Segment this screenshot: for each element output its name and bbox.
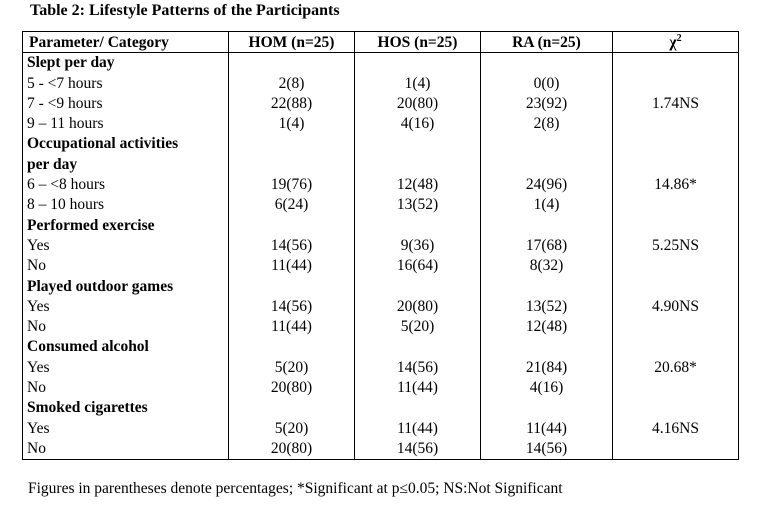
- category-row: [23, 134, 739, 154]
- cell-hom: [229, 337, 355, 357]
- row-label: 9 – 11 hours: [23, 114, 229, 134]
- table-row: [23, 317, 739, 337]
- cell-chi-square: [613, 439, 739, 460]
- header-hos: HOS (n=25): [355, 32, 481, 53]
- cell-ra: [481, 276, 613, 296]
- table-row: [23, 439, 739, 460]
- cell-hom: [229, 53, 355, 74]
- category-label: Slept per day: [23, 53, 229, 74]
- row-label: No: [23, 256, 229, 276]
- cell-hom: 14(56): [229, 297, 355, 317]
- cell-chi-square: [613, 378, 739, 398]
- header-ra: RA (n=25): [481, 32, 613, 53]
- cell-hos: 4(16): [355, 114, 481, 134]
- row-label: 8 – 10 hours: [23, 195, 229, 215]
- cell-ra: 13(52): [481, 297, 613, 317]
- row-label: Yes: [23, 357, 229, 377]
- table-row: [23, 114, 739, 134]
- cell-hom: 5(20): [229, 357, 355, 377]
- table-caption: Table 2: Lifestyle Patterns of the Participants: [30, 2, 340, 19]
- cell-hom: 14(56): [229, 236, 355, 256]
- row-label: 7 - <9 hours: [23, 94, 229, 114]
- category-label: Performed exercise: [23, 215, 229, 235]
- category-label: Occupational activities: [23, 134, 229, 154]
- cell-hom: [229, 398, 355, 418]
- cell-hos: [355, 398, 481, 418]
- cell-hos: [355, 276, 481, 296]
- row-label: Yes: [23, 236, 229, 256]
- cell-ra: 23(92): [481, 94, 613, 114]
- cell-chi-square: [613, 337, 739, 357]
- cell-ra: 21(84): [481, 357, 613, 377]
- cell-chi-square: [613, 398, 739, 418]
- cell-hom: 20(80): [229, 439, 355, 460]
- cell-hos: 1(4): [355, 73, 481, 93]
- cell-ra: 17(68): [481, 236, 613, 256]
- cell-chi-square: 1.74NS: [613, 94, 739, 114]
- header-chi-square: [613, 32, 739, 53]
- cell-hos: 11(44): [355, 418, 481, 438]
- cell-hom: 22(88): [229, 94, 355, 114]
- table-body: [23, 53, 739, 460]
- cell-chi-square: 14.86*: [613, 175, 739, 195]
- cell-ra: 4(16): [481, 378, 613, 398]
- table-row: [23, 236, 739, 256]
- table-row: [23, 418, 739, 438]
- cell-ra: 8(32): [481, 256, 613, 276]
- table-row: [23, 297, 739, 317]
- cell-chi-square: [613, 195, 739, 215]
- cell-chi-square: [613, 154, 739, 174]
- chi-superscript: 2: [676, 32, 682, 44]
- cell-hos: 13(52): [355, 195, 481, 215]
- table-row: [23, 378, 739, 398]
- cell-hos: 11(44): [355, 378, 481, 398]
- cell-ra: 12(48): [481, 317, 613, 337]
- row-label: 5 - <7 hours: [23, 73, 229, 93]
- cell-hom: 5(20): [229, 418, 355, 438]
- cell-hom: 20(80): [229, 378, 355, 398]
- cell-hos: 5(20): [355, 317, 481, 337]
- cell-hos: [355, 154, 481, 174]
- cell-chi-square: [613, 73, 739, 93]
- cell-hos: 20(80): [355, 94, 481, 114]
- cell-chi-square: 20.68*: [613, 357, 739, 377]
- table-row: [23, 357, 739, 377]
- cell-hos: [355, 134, 481, 154]
- cell-chi-square: [613, 53, 739, 74]
- category-row: [23, 53, 739, 74]
- cell-hom: 11(44): [229, 256, 355, 276]
- row-label: 6 – <8 hours: [23, 175, 229, 195]
- cell-ra: [481, 398, 613, 418]
- cell-hom: [229, 154, 355, 174]
- table-row: [23, 256, 739, 276]
- cell-hom: 6(24): [229, 195, 355, 215]
- header-parameter: Parameter/ Category: [23, 32, 229, 53]
- cell-ra: [481, 134, 613, 154]
- cell-chi-square: [613, 114, 739, 134]
- cell-ra: 1(4): [481, 195, 613, 215]
- cell-chi-square: [613, 276, 739, 296]
- table-row: [23, 94, 739, 114]
- chi-symbol: χ: [669, 34, 677, 51]
- cell-hos: 20(80): [355, 297, 481, 317]
- cell-hos: 9(36): [355, 236, 481, 256]
- category-row: [23, 337, 739, 357]
- cell-chi-square: [613, 134, 739, 154]
- cell-chi-square: [613, 215, 739, 235]
- cell-chi-square: 4.90NS: [613, 297, 739, 317]
- cell-hos: 14(56): [355, 357, 481, 377]
- cell-hos: [355, 337, 481, 357]
- cell-ra: [481, 154, 613, 174]
- row-label: No: [23, 378, 229, 398]
- cell-hom: 19(76): [229, 175, 355, 195]
- cell-hos: 12(48): [355, 175, 481, 195]
- category-label: Consumed alcohol: [23, 337, 229, 357]
- category-label: per day: [23, 154, 229, 174]
- cell-ra: [481, 53, 613, 74]
- cell-chi-square: [613, 317, 739, 337]
- cell-ra: 2(8): [481, 114, 613, 134]
- cell-ra: 0(0): [481, 73, 613, 93]
- cell-chi-square: 4.16NS: [613, 418, 739, 438]
- category-row: [23, 215, 739, 235]
- row-label: No: [23, 439, 229, 460]
- table-row: [23, 175, 739, 195]
- row-label: Yes: [23, 418, 229, 438]
- table-row: [23, 73, 739, 93]
- lifestyle-table: [22, 31, 739, 460]
- cell-ra: [481, 337, 613, 357]
- row-label: No: [23, 317, 229, 337]
- cell-ra: [481, 215, 613, 235]
- cell-hom: 11(44): [229, 317, 355, 337]
- table-footnote: Figures in parentheses denote percentages; *Significant at p≤0.05; NS:Not Significant: [28, 480, 563, 497]
- table-row: [23, 195, 739, 215]
- cell-hom: [229, 134, 355, 154]
- cell-hos: 14(56): [355, 439, 481, 460]
- cell-ra: 11(44): [481, 418, 613, 438]
- cell-hom: 2(8): [229, 73, 355, 93]
- row-label: Yes: [23, 297, 229, 317]
- header-row: [23, 32, 739, 53]
- category-label: Smoked cigarettes: [23, 398, 229, 418]
- cell-hos: [355, 53, 481, 74]
- category-label: Played outdoor games: [23, 276, 229, 296]
- category-row: [23, 398, 739, 418]
- header-hom: HOM (n=25): [229, 32, 355, 53]
- cell-hos: 16(64): [355, 256, 481, 276]
- category-row: [23, 154, 739, 174]
- cell-chi-square: [613, 256, 739, 276]
- cell-hom: 1(4): [229, 114, 355, 134]
- category-row: [23, 276, 739, 296]
- cell-chi-square: 5.25NS: [613, 236, 739, 256]
- cell-hom: [229, 276, 355, 296]
- cell-hom: [229, 215, 355, 235]
- cell-ra: 14(56): [481, 439, 613, 460]
- cell-hos: [355, 215, 481, 235]
- cell-ra: 24(96): [481, 175, 613, 195]
